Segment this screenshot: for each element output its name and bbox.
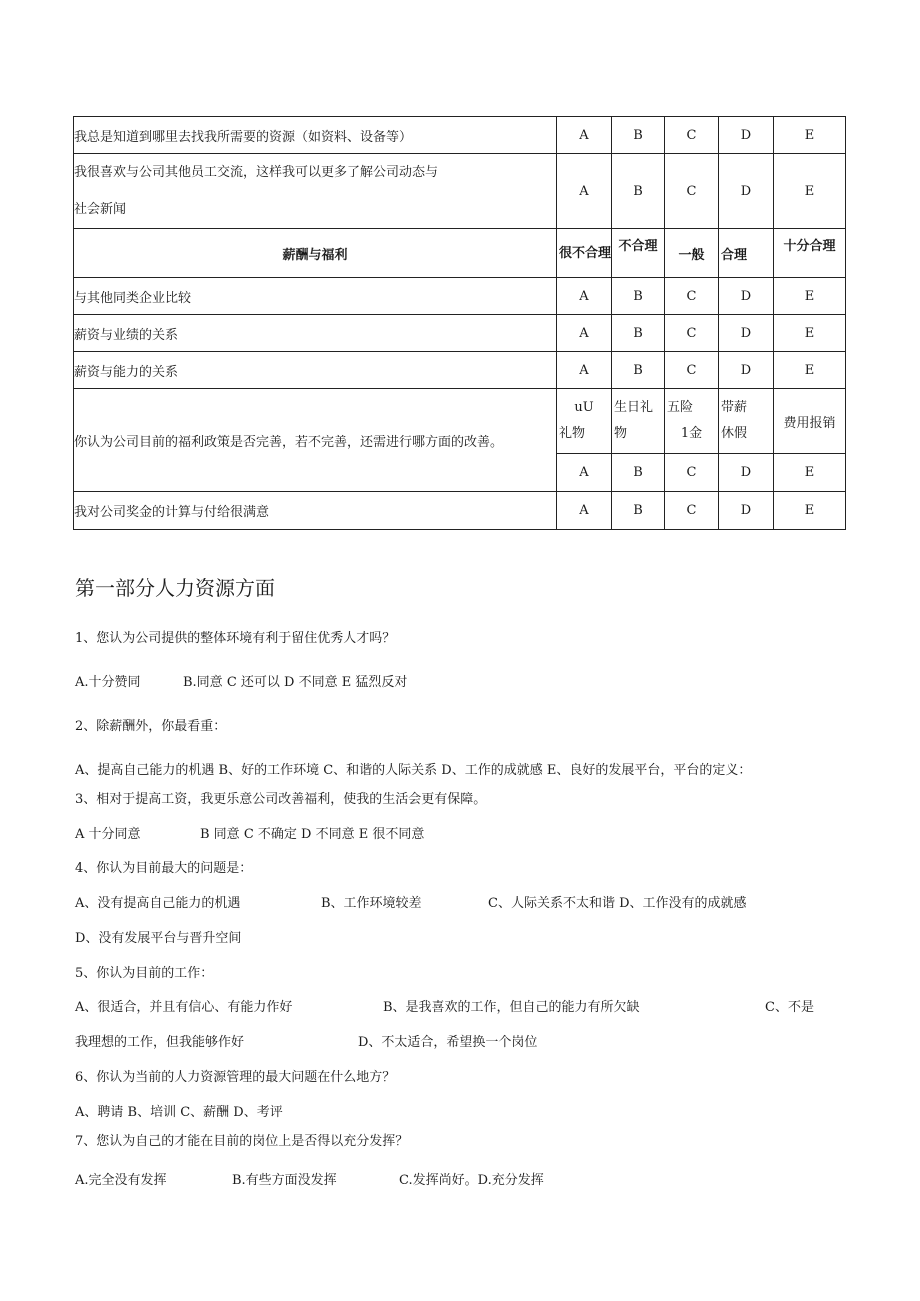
question-line: 我很喜欢与公司其他员工交流，这样我可以更多了解公司动态与 xyxy=(74,165,439,180)
option-text: B、工作环境较差 xyxy=(321,896,422,911)
option-text: C、人际关系不太和谐 D、工作没有的成就感 xyxy=(488,896,747,911)
option-text: A.十分赞同 xyxy=(75,675,141,690)
option-b[interactable]: B xyxy=(612,454,665,492)
option-text: 我理想的工作，但我能够作好 xyxy=(75,1035,245,1050)
column-header: 很不合理 xyxy=(557,229,612,278)
option-c[interactable]: C xyxy=(665,154,719,229)
option-text: B 同意 C 不确定 D 不同意 E 很不同意 xyxy=(200,827,425,842)
option-e[interactable]: E xyxy=(774,492,846,530)
option-text: D、不太适合，希望换一个岗位 xyxy=(358,1035,538,1050)
column-header: 一般 xyxy=(665,229,719,278)
welfare-choice-line: uU xyxy=(574,400,594,415)
option-d[interactable]: D xyxy=(719,315,774,352)
option-d[interactable]: D xyxy=(719,454,774,492)
welfare-choice-row xyxy=(74,389,846,454)
option-text: C、不是 xyxy=(765,1000,814,1015)
welfare-choice xyxy=(719,389,774,454)
option-b[interactable]: B xyxy=(612,154,665,229)
question-cell: 薪资与业绩的关系 xyxy=(74,315,557,352)
option-d[interactable]: D xyxy=(719,492,774,530)
survey-table xyxy=(73,116,846,530)
option-a[interactable]: A xyxy=(557,315,612,352)
option-a[interactable]: A xyxy=(557,492,612,530)
option-d[interactable]: D xyxy=(719,352,774,389)
option-c[interactable]: C xyxy=(665,454,719,492)
question-2-options: A、提高自己能力的机遇 B、好的工作环境 C、和谐的人际关系 D、工作的成就感 E、良好的发展平台，平台的定义： xyxy=(75,763,752,778)
welfare-choice: 费用报销 xyxy=(774,389,846,454)
question-6: 6、你认为当前的人力资源管理的最大问题在什么地方？ xyxy=(75,1070,396,1085)
option-b[interactable]: B xyxy=(612,278,665,315)
option-text: A、很适合，并且有信心、有能力作好 xyxy=(75,1000,293,1015)
welfare-choice-line: 生日礼 xyxy=(614,400,654,415)
question-4-options-2: D、没有发展平台与晋升空间 xyxy=(75,931,242,946)
section-header-title: 薪酬与福利 xyxy=(74,229,557,278)
option-text: B.同意 C 还可以 D 不同意 E 猛烈反对 xyxy=(183,675,408,690)
question-cell: 我对公司奖金的计算与付给很满意 xyxy=(74,492,557,530)
option-b[interactable]: B xyxy=(612,492,665,530)
option-b[interactable]: B xyxy=(612,352,665,389)
option-a[interactable]: A xyxy=(557,154,612,229)
option-e[interactable]: E xyxy=(774,352,846,389)
question-cell: 与其他同类企业比较 xyxy=(74,278,557,315)
table-row xyxy=(74,278,846,315)
option-e[interactable]: E xyxy=(774,315,846,352)
question-cell xyxy=(74,154,557,229)
option-c[interactable]: C xyxy=(665,117,719,154)
option-d[interactable]: D xyxy=(719,154,774,229)
option-e[interactable]: E xyxy=(774,154,846,229)
question-1: 1、您认为公司提供的整体环境有利于留住优秀人才吗？ xyxy=(75,631,396,646)
option-text: B、是我喜欢的工作，但自己的能力有所欠缺 xyxy=(383,1000,640,1015)
column-header: 十分合理 xyxy=(774,229,846,278)
question-line: 社会新闻 xyxy=(74,202,127,217)
section-header-row xyxy=(74,229,846,278)
table-row xyxy=(74,315,846,352)
option-c[interactable]: C xyxy=(665,352,719,389)
question-7: 7、您认为自己的才能在目前的岗位上是否得以充分发挥？ xyxy=(75,1134,409,1149)
welfare-choice-line: 1金 xyxy=(680,426,703,441)
option-e[interactable]: E xyxy=(774,117,846,154)
question-4: 4、你认为目前最大的问题是： xyxy=(75,861,253,876)
question-3: 3、相对于提高工资，我更乐意公司改善福利，使我的生活会更有保障。 xyxy=(75,792,487,807)
option-a[interactable]: A xyxy=(557,278,612,315)
option-b[interactable]: B xyxy=(612,315,665,352)
table-row xyxy=(74,352,846,389)
welfare-choice xyxy=(612,389,665,454)
option-c[interactable]: C xyxy=(665,492,719,530)
welfare-choice-line: 休假 xyxy=(721,426,748,441)
question-5: 5、你认为目前的工作： xyxy=(75,966,214,981)
question-cell: 薪资与能力的关系 xyxy=(74,352,557,389)
option-text: A 十分同意 xyxy=(75,827,141,842)
option-e[interactable]: E xyxy=(774,454,846,492)
option-text: C.发挥尚好。D.充分发挥 xyxy=(399,1173,544,1188)
question-6-options: A、聘请 B、培训 C、薪酬 D、考评 xyxy=(75,1105,283,1120)
welfare-choice xyxy=(665,389,719,454)
welfare-choice-line: 物 xyxy=(614,426,628,441)
welfare-choice-line: 带薪 xyxy=(721,400,748,415)
option-c[interactable]: C xyxy=(665,315,719,352)
option-d[interactable]: D xyxy=(719,278,774,315)
table-row xyxy=(74,117,846,154)
table-row xyxy=(74,154,846,229)
table-row xyxy=(74,492,846,530)
welfare-choice-line: 礼物 xyxy=(559,426,586,441)
option-b[interactable]: B xyxy=(612,117,665,154)
option-text: A、没有提高自己能力的机遇 xyxy=(75,896,241,911)
section-title: 第一部分人力资源方面 xyxy=(75,576,275,600)
option-c[interactable]: C xyxy=(665,278,719,315)
option-d[interactable]: D xyxy=(719,117,774,154)
option-text: A.完全没有发挥 xyxy=(75,1173,167,1188)
welfare-choice-line: 五险 xyxy=(667,400,694,415)
column-header: 不合理 xyxy=(612,229,665,278)
question-cell: 我总是知道到哪里去找我所需要的资源（如资料、设备等） xyxy=(74,117,557,154)
question-cell: 你认为公司目前的福利政策是否完善，若不完善，还需进行哪方面的改善。 xyxy=(74,389,557,492)
option-a[interactable]: A xyxy=(557,352,612,389)
column-header: 合理 xyxy=(719,229,774,278)
welfare-choice xyxy=(557,389,612,454)
option-text: B.有些方面没发挥 xyxy=(232,1173,337,1188)
option-e[interactable]: E xyxy=(774,278,846,315)
option-a[interactable]: A xyxy=(557,117,612,154)
option-a[interactable]: A xyxy=(557,454,612,492)
question-2: 2、除薪酬外，你最看重： xyxy=(75,719,227,734)
